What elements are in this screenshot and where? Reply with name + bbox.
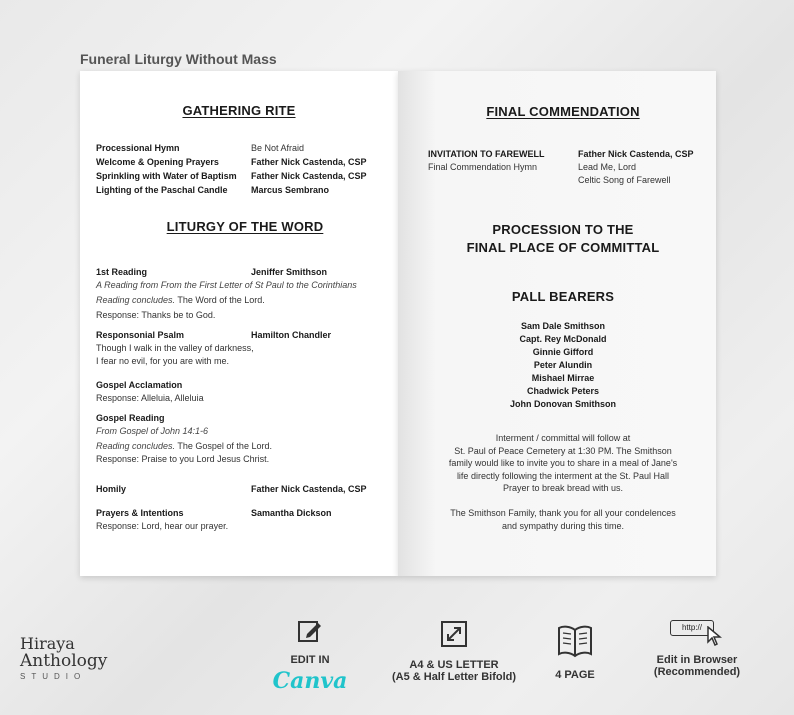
feature-label: Edit in Browser [656, 654, 738, 666]
feature-label: EDIT IN [290, 654, 330, 666]
interment-line: Prayer to break bread with us. [502, 483, 624, 493]
invitation-label: INVITATION TO FAREWELL [428, 149, 545, 159]
prayers-response: Response: Lord, hear our prayer. [96, 521, 229, 531]
gathering-detail: Father Nick Castenda, CSP [251, 157, 367, 167]
liturgy-of-the-word-heading: LITURGY OF THE WORD [166, 219, 324, 234]
gospel-reading-label: Gospel Reading [96, 413, 165, 423]
first-reading-reader: Jeniffer Smithson [251, 267, 328, 277]
interment-note [398, 432, 728, 495]
pall-bearer-name: Ginnie Gifford [532, 347, 594, 357]
prayers-label: Prayers & Intentions [96, 508, 184, 518]
pall-bearers-heading: PALL BEARERS [511, 289, 615, 304]
gathering-detail: Marcus Sembrano [251, 185, 330, 195]
reading-concludes-text: The Word of the Lord. [175, 295, 265, 305]
feature-page-count [545, 624, 605, 681]
gathering-row [96, 154, 367, 168]
first-reading-label: 1st Reading [96, 267, 148, 277]
book-icon [557, 624, 593, 658]
prayers-by: Samantha Dickson [251, 508, 332, 518]
response-label: Response: [96, 310, 140, 320]
responsorial-psalm-block [96, 327, 331, 368]
homily-row [96, 481, 367, 496]
gathering-detail: Father Nick Castenda, CSP [251, 171, 367, 181]
canva-wordmark: Canva [272, 668, 348, 694]
feature-sublabel: (A5 & Half Letter Bifold) [391, 671, 517, 683]
invitation-by: Father Nick Castenda, CSP [578, 149, 694, 159]
gathering-item: Lighting of the Paschal Candle [96, 185, 228, 195]
psalm-reader: Hamilton Chandler [251, 330, 332, 340]
pall-bearer-name: John Donovan Smithson [509, 399, 616, 409]
thank-you-note [398, 507, 728, 532]
resize-icon [440, 620, 468, 648]
feature-label: A4 & US LETTER [409, 659, 499, 671]
first-reading-block [96, 264, 357, 322]
preview-caption: Funeral Liturgy Without Mass [80, 51, 277, 67]
studio-logo [20, 636, 120, 681]
interment-line: St. Paul of Peace Cemetery at 1:30 PM. The Smithson [454, 445, 672, 456]
cursor-icon [706, 626, 722, 646]
interment-line: life directly following the interment at the St. Paul Hall [456, 470, 670, 481]
gospel-acclamation-label: Gospel Acclamation [96, 380, 183, 390]
edit-icon [296, 617, 324, 645]
gathering-item: Welcome & Opening Prayers [96, 157, 219, 167]
pall-bearer-name: Sam Dale Smithson [520, 321, 606, 331]
homily-label: Homily [96, 484, 127, 494]
invitation-detail-block [578, 148, 694, 187]
pall-bearer-name: Peter Alundin [533, 360, 593, 370]
thanks-line: and sympathy during this time. [501, 520, 625, 531]
url-bar: http:// [670, 620, 714, 636]
browser-cursor-icon [670, 616, 724, 646]
homily-by: Father Nick Castenda, CSP [251, 484, 367, 494]
psalm-line: Though I walk in the valley of darkness, [96, 343, 254, 353]
gathering-item: Sprinkling with Water of Baptism [96, 171, 237, 181]
feature-paper-size [378, 620, 530, 683]
gospel-reading-source: From Gospel of John 14:1-6 [96, 426, 209, 436]
interment-line: Interment / committal will follow at [495, 433, 631, 443]
program-left-page [80, 71, 398, 576]
gathering-row [96, 182, 367, 196]
first-reading-source: A Reading from From the First Letter of St Paul to the Corinthians [96, 280, 357, 290]
gospel-acclamation-block [96, 379, 204, 405]
procession-heading-line: FINAL PLACE OF COMMITTAL [466, 240, 660, 255]
pall-bearers-list [398, 320, 728, 411]
reading-concludes-label: Reading concludes. [96, 295, 176, 305]
pall-bearer-name: Mishael Mirrae [531, 373, 595, 383]
gospel-reading-block [96, 412, 272, 466]
pall-bearer-name: Chadwick Peters [526, 386, 600, 396]
gospel-reading-response: Response: Praise to you Lord Jesus Christ. [96, 454, 270, 464]
program-right-page [398, 71, 716, 576]
commendation-hymn: Lead Me, Lord [578, 162, 637, 172]
feature-sublabel: (Recommended) [653, 666, 741, 678]
gathering-detail: Be Not Afraid [251, 143, 305, 153]
procession-heading-line: PROCESSION TO THE [492, 222, 634, 237]
gospel-acclamation-response: Response: Alleluia, Alleluia [96, 393, 204, 403]
thanks-line: The Smithson Family, thank you for all your condelences [450, 508, 676, 518]
prayers-block [96, 505, 332, 533]
invitation-label-block [428, 148, 545, 174]
response-text: Thanks be to God. [139, 310, 216, 320]
feature-edit-canva [265, 617, 355, 694]
logo-line: Anthology [20, 651, 108, 671]
procession-heading [398, 221, 728, 257]
psalm-line: I fear no evil, for you are with me. [96, 356, 230, 366]
gathering-rite-list [96, 140, 367, 196]
psalm-label: Responsonial Psalm [96, 330, 185, 340]
final-commendation-heading: FINAL COMMENDATION [486, 104, 640, 119]
logo-line: STUDIO [20, 672, 87, 681]
gathering-item: Processional Hymn [96, 143, 180, 153]
gathering-row [96, 168, 367, 182]
reading-concludes-label: Reading concludes. [96, 441, 176, 451]
feature-label: 4 PAGE [555, 669, 595, 681]
reading-concludes-text: The Gospel of the Lord. [175, 441, 272, 451]
commendation-hymn: Celtic Song of Farewell [578, 175, 671, 185]
gathering-row [96, 140, 367, 154]
logo-line: Hiraya [20, 634, 75, 653]
commendation-hymn-label: Final Commendation Hymn [428, 162, 538, 172]
gathering-rite-heading: GATHERING RITE [182, 103, 296, 118]
feature-browser-edit [638, 616, 756, 678]
interment-line: family would like to invite you to share in a meal of Jane's [448, 458, 678, 468]
pall-bearer-name: Capt. Rey McDonald [519, 334, 607, 344]
